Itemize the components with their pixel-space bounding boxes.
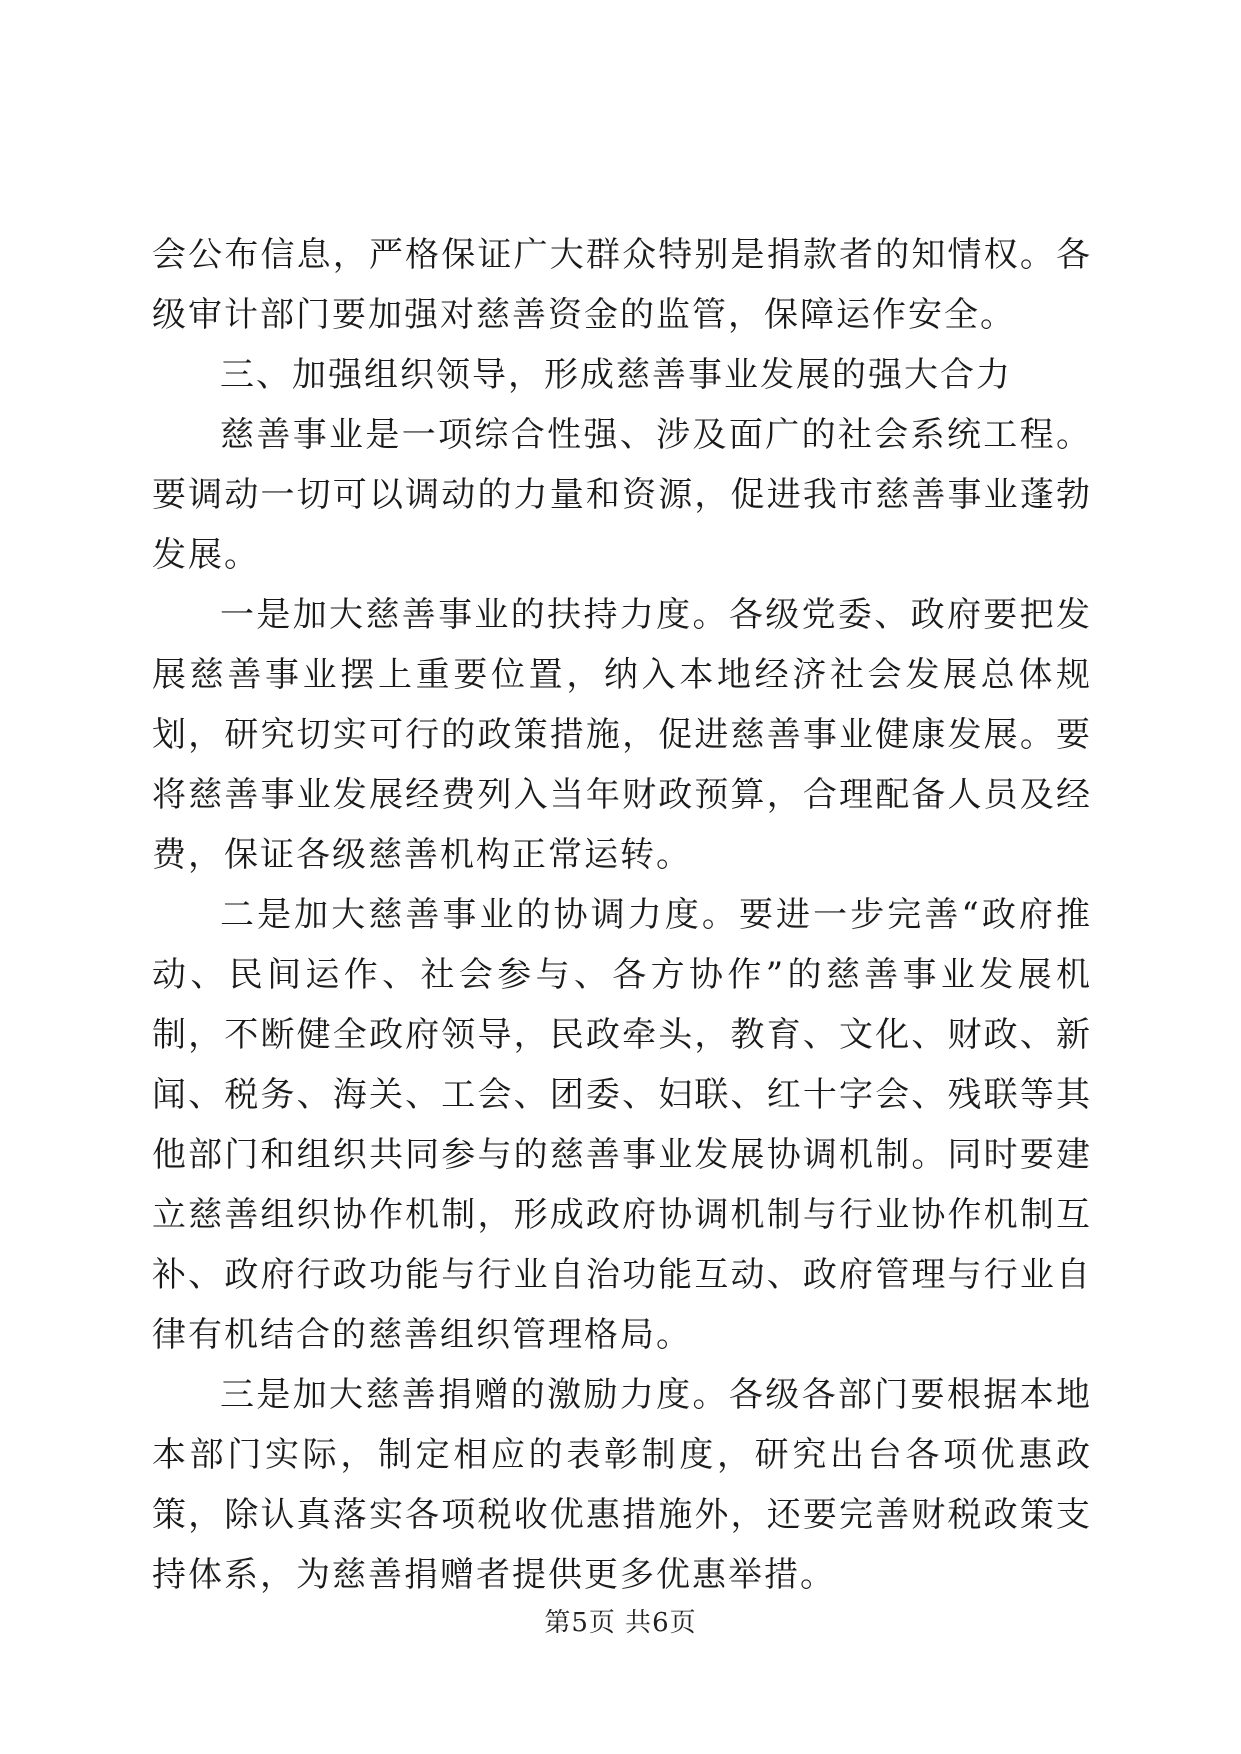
page-number-footer: 第5页 共6页 bbox=[544, 1608, 697, 1638]
section-heading: 三、加强组织领导，形成慈善事业发展的强大合力 bbox=[220, 355, 1012, 395]
paragraph-intro: 慈善事业是一项综合性强、涉及面广的社会系统工程。要调动一切可以调动的力量和资源，促进我市慈善事业蓬勃发展。 bbox=[152, 415, 1092, 575]
paragraph-point-two: 二是加大慈善事业的协调力度。要进一步完善“政府推动、民间运作、社会参与、各方协作”的慈善事业发展机制，不断健全政府领导，民政牵头，教育、文化、财政、新闻、税务、海关、工会、团委、妇联、红十字会、残联等其他部门和组织共同参与的慈善事业发展协调机制。同时要建立慈善组织协作机制，形成政府协调机制与行业协作机制互补、政府行政功能与行业自治功能互动、政府管理与行业自律有机结合的慈善组织管理格局。 bbox=[152, 895, 1092, 1355]
paragraph-point-one: 一是加大慈善事业的扶持力度。各级党委、政府要把发展慈善事业摆上重要位置，纳入本地经济社会发展总体规划，研究切实可行的政策措施，促进慈善事业健康发展。要将慈善事业发展经费列入当年财政预算，合理配备人员及经费，保证各级慈善机构正常运转。 bbox=[152, 595, 1092, 875]
document-body bbox=[152, 225, 1092, 1605]
paragraph-continuation: 会公布信息，严格保证广大群众特别是捐款者的知情权。各级审计部门要加强对慈善资金的监管，保障运作安全。 bbox=[152, 235, 1092, 335]
paragraph-point-three: 三是加大慈善捐赠的激励力度。各级各部门要根据本地本部门实际，制定相应的表彰制度，研究出台各项优惠政策，除认真落实各项税收优惠措施外，还要完善财税政策支持体系，为慈善捐赠者提供更多优惠举措。 bbox=[152, 1375, 1092, 1595]
